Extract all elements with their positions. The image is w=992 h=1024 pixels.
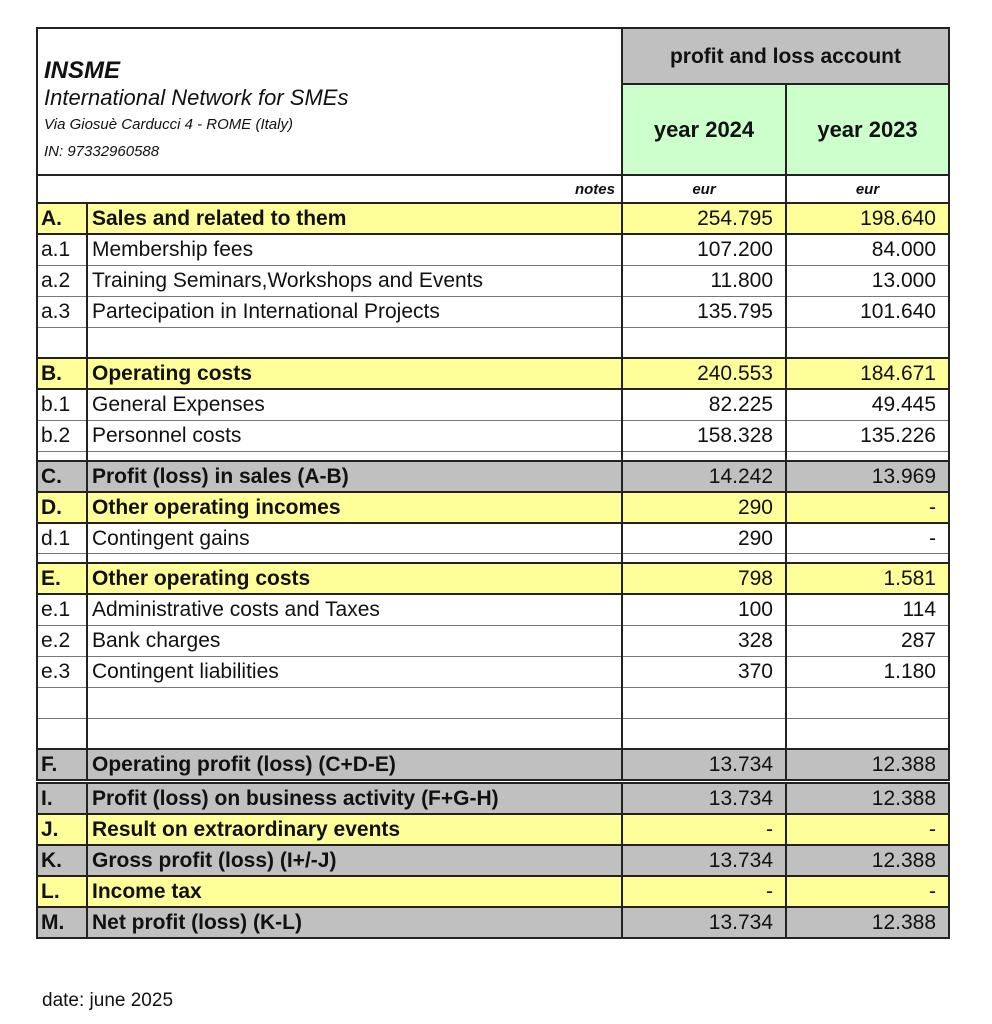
row-label: Gross profit (loss) (I+/-J) [87,845,622,876]
row-label: Partecipation in International Projects [87,296,622,327]
row-label: Contingent gains [87,523,622,554]
row-label: Operating profit (loss) (C+D-E) [87,749,622,780]
row-value-2024: 135.795 [622,296,786,327]
row-value-2024: 107.200 [622,234,786,265]
row-value-2023: 135.226 [786,420,949,451]
row-code: a.1 [37,234,87,265]
row-label: Profit (loss) on business activity (F+G-H) [87,783,622,814]
row-code: e.2 [37,625,87,656]
profit-loss-table [36,27,950,939]
table-row-total [37,749,949,780]
row-code: D. [37,492,87,523]
row-code: B. [37,358,87,389]
row-value-2023: 49.445 [786,389,949,420]
row-code: d.1 [37,523,87,554]
company-id-number: IN: 97332960588 [44,143,160,160]
row-value-2023: - [786,492,949,523]
row-label: Bank charges [87,625,622,656]
row-label: General Expenses [87,389,622,420]
row-value-2024: 370 [622,656,786,687]
row-value-2024: 13.734 [622,783,786,814]
notes-label: notes [37,175,622,203]
table-row-total [37,845,949,876]
blank-cell [87,451,622,461]
row-label: Income tax [87,876,622,907]
row-value-2023: 12.388 [786,845,949,876]
row-value-2024: 13.734 [622,907,786,938]
table-row-total [37,907,949,938]
row-value-2024: 13.734 [622,845,786,876]
row-value-2024: 14.242 [622,461,786,492]
row-code: M. [37,907,87,938]
row-value-2023: 198.640 [786,203,949,234]
blank-cell [87,327,622,358]
row-label: Operating costs [87,358,622,389]
row-code: K. [37,845,87,876]
row-code: C. [37,461,87,492]
blank-cell [786,327,949,358]
blank-cell [37,554,87,564]
table-row-section [37,358,949,389]
table-row-section [37,203,949,234]
row-label: Other operating costs [87,563,622,594]
row-value-2023: 287 [786,625,949,656]
row-value-2023: 1.581 [786,563,949,594]
row-value-2024: 13.734 [622,749,786,780]
blank-cell [622,718,786,749]
report-date: date: june 2025 [42,990,174,1011]
blank-cell [37,718,87,749]
unit-current: eur [622,175,786,203]
row-value-2023: 12.388 [786,783,949,814]
row-value-2023: - [786,814,949,845]
table-row-section [37,492,949,523]
table-row-blank [37,327,949,358]
row-label: Administrative costs and Taxes [87,594,622,625]
report-title: profit and loss account [622,28,949,84]
row-value-2024: 254.795 [622,203,786,234]
table-row [37,523,949,554]
table-row [37,265,949,296]
row-value-2023: 101.640 [786,296,949,327]
table-row-section [37,876,949,907]
header-title-row [37,28,949,84]
blank-cell [622,327,786,358]
company-block [37,28,622,175]
row-code: L. [37,876,87,907]
row-value-2023: 184.671 [786,358,949,389]
row-label: Net profit (loss) (K-L) [87,907,622,938]
blank-cell [87,554,622,564]
table-row-blank [37,718,949,749]
row-value-2023: 13.969 [786,461,949,492]
blank-cell [622,687,786,718]
row-value-2024: 328 [622,625,786,656]
table-row [37,420,949,451]
year-previous-header: year 2023 [786,84,949,175]
blank-cell [87,718,622,749]
blank-cell [622,554,786,564]
table-row-section [37,563,949,594]
row-value-2023: 1.180 [786,656,949,687]
company-address: Via Giosuè Carducci 4 - ROME (Italy) [44,116,293,133]
table-row-total [37,461,949,492]
row-value-2024: - [622,876,786,907]
row-value-2023: 12.388 [786,749,949,780]
table-row [37,625,949,656]
units-row [37,175,949,203]
table-row-total [37,783,949,814]
row-value-2023: - [786,523,949,554]
unit-previous: eur [786,175,949,203]
row-label: Training Seminars,Workshops and Events [87,265,622,296]
row-value-2023: 13.000 [786,265,949,296]
table-row-blank [37,687,949,718]
table-row-spacer [37,554,949,564]
row-value-2023: 12.388 [786,907,949,938]
row-value-2024: 798 [622,563,786,594]
row-code: b.2 [37,420,87,451]
row-value-2023: - [786,876,949,907]
row-value-2024: 100 [622,594,786,625]
row-code: I. [37,783,87,814]
row-value-2024: 11.800 [622,265,786,296]
row-label: Personnel costs [87,420,622,451]
row-code: J. [37,814,87,845]
blank-cell [37,687,87,718]
row-label: Other operating incomes [87,492,622,523]
row-value-2023: 114 [786,594,949,625]
row-code: e.3 [37,656,87,687]
row-label: Result on extraordinary events [87,814,622,845]
row-value-2024: 290 [622,492,786,523]
table-row [37,389,949,420]
row-value-2024: 240.553 [622,358,786,389]
blank-cell [786,451,949,461]
table-row [37,656,949,687]
row-value-2024: 82.225 [622,389,786,420]
row-code: A. [37,203,87,234]
row-code: b.1 [37,389,87,420]
table-row [37,234,949,265]
table-row [37,594,949,625]
row-value-2024: - [622,814,786,845]
blank-cell [786,718,949,749]
table-row [37,296,949,327]
year-current-header: year 2024 [622,84,786,175]
row-value-2023: 84.000 [786,234,949,265]
row-code: a.2 [37,265,87,296]
row-label: Sales and related to them [87,203,622,234]
blank-cell [622,451,786,461]
row-code: E. [37,563,87,594]
row-value-2024: 290 [622,523,786,554]
row-label: Contingent liabilities [87,656,622,687]
company-name: INSME [44,57,121,84]
blank-cell [37,327,87,358]
blank-cell [87,687,622,718]
row-value-2024: 158.328 [622,420,786,451]
row-label: Membership fees [87,234,622,265]
blank-cell [786,687,949,718]
row-label: Profit (loss) in sales (A-B) [87,461,622,492]
blank-cell [786,554,949,564]
table-row-spacer [37,451,949,461]
blank-cell [37,451,87,461]
row-code: a.3 [37,296,87,327]
company-network: International Network for SMEs [44,85,349,110]
row-code: F. [37,749,87,780]
table-row-section [37,814,949,845]
row-code: e.1 [37,594,87,625]
profit-loss-sheet [36,27,948,939]
